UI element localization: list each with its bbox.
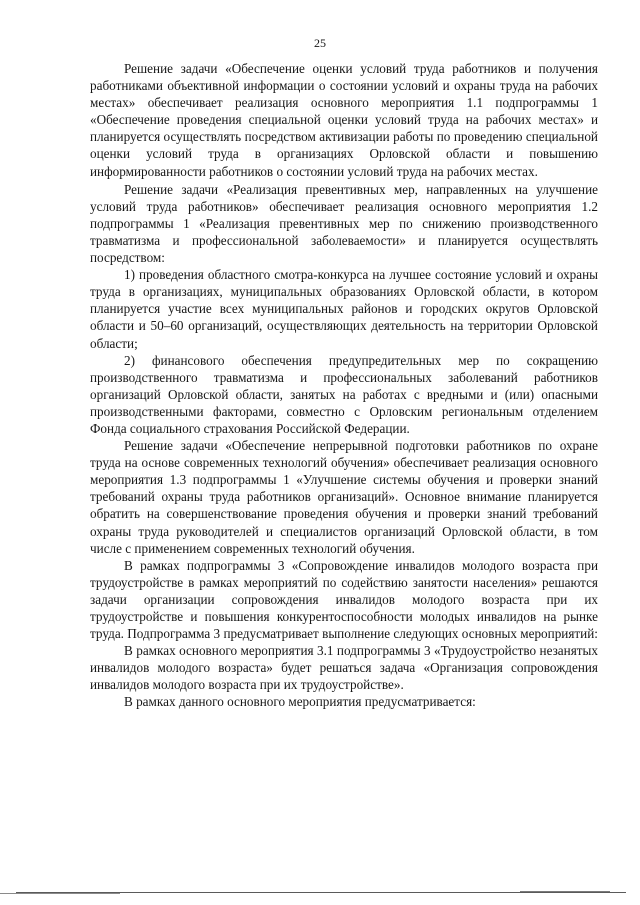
paragraph-preventive-task: Решение задачи «Реализация превентивных мер, направленных на улучшение условий труда работников» обеспечивает реализация основного мероприятия 1.2 подпрограммы 1 «Реализация превентивных мер по снижению производственного травматизма и профессиональной заболеваемости» и планируется осуществлять посредством: [90, 181, 598, 266]
scan-edge-left [0, 893, 120, 894]
scan-edge-right [520, 891, 610, 892]
paragraph-item-2-financing: 2) финансового обеспечения предупредительных мер по сокращению производственного травматизма и профессиональных заболеваний работников организаций Орловской области, занятых на работах с вредными и (или) опасными производственными факторами, совместно с Орловским региональным отделением Фонда социального страхования Российской Федерации. [90, 352, 598, 436]
paragraph-measure-3-1: В рамках основного мероприятия 3.1 подпрограммы 3 «Трудоустройство незанятых инвалидов молодого возраста» будет решаться задача «Организация сопровождения инвалидов молодого возраста при их трудоустройстве». [90, 643, 598, 693]
body-text [90, 60, 598, 711]
paragraph-subprogram-3: В рамках подпрограммы 3 «Сопровождение инвалидов молодого возраста при трудоустройстве в рамках мероприятий по содействию занятости населения» решаются задачи организации сопровождения инвалидов молодого возраста при их трудоустройстве и повышения конкурентоспособности молодых инвалидов на рынке труда. Подпрограмма 3 предусматривает выполнение следующих основных мероприятий: [90, 557, 598, 642]
paragraph-measure-provides: В рамках данного основного мероприятия предусматривается: [124, 694, 476, 710]
page-number: 25 [314, 36, 326, 50]
paragraph-assessment-task: Решение задачи «Обеспечение оценки условий труда работников и получения работниками объективной информации о состоянии условий и охраны труда на рабочих местах» обеспечивает реализация основного мероприятия 1.1 подпрограммы 1 «Обеспечение проведения специальной оценки условий труда на рабочих местах» и планируется осуществлять посредством активизации работы по проведению специальной оценки условий труда в организациях Орловской области и повышению информированности работников о состоянии условий труда на рабочих местах. [90, 61, 598, 179]
paragraph-item-1-contest: 1) проведения областного смотра-конкурса на лучшее состояние условий и охраны труда в организациях, муниципальных образованиях Орловской области, в котором планируется участие всех муниципальных районов и городских округов Орловской области и 50–60 организаций, осуществляющих деятельность на территории Орловской области; [90, 267, 598, 351]
paragraph-training-task: Решение задачи «Обеспечение непрерывной подготовки работников по охране труда на основе современных технологий обучения» обеспечивает реализация основного мероприятия 1.3 подпрограммы 1 «Улучшение системы обучения и проверки знаний требований охраны труда работников организаций». Основное внимание планируется обратить на совершенствование проведения обучения и проверки знаний требований охраны труда руководителей и специалистов организаций Орловской области, в том числе с применением современных технологий обучения. [90, 438, 598, 556]
